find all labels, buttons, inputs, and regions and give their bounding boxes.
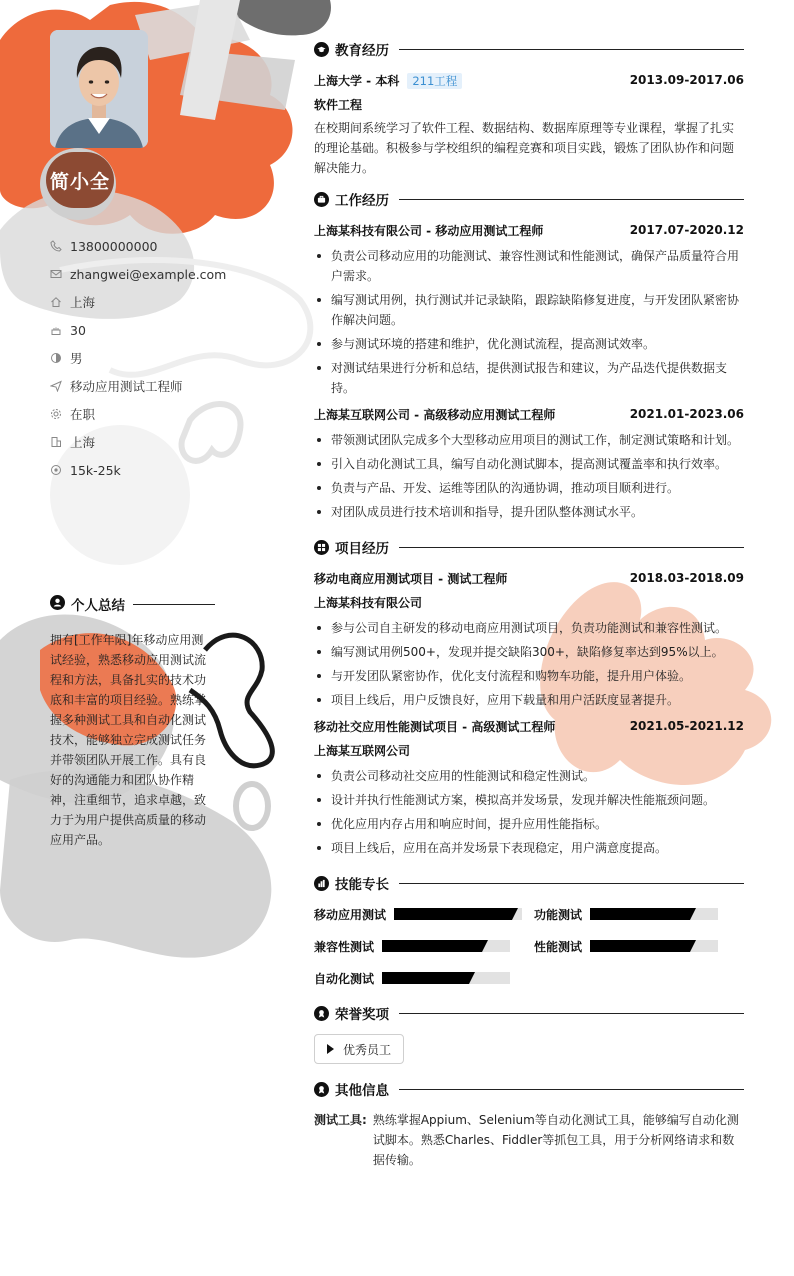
- bullet-item: 编写测试用例，执行测试并记录缺陷，跟踪缺陷修复进度，与开发团队紧密协作解决问题。: [314, 290, 744, 330]
- info-row-workplace: [50, 428, 226, 456]
- skill-name: 功能测试: [534, 907, 583, 922]
- status-text: 在职: [70, 407, 96, 422]
- info-row-salary: [50, 456, 226, 484]
- building-icon: [50, 436, 62, 448]
- info-row-position: [50, 372, 226, 400]
- bullet-item: 负责公司移动社交应用的性能测试和稳定性测试。: [314, 766, 744, 786]
- workplace-text: 上海: [70, 435, 96, 450]
- email-text: zhangwei@example.com: [70, 266, 227, 282]
- bullet-item: 对测试结果进行分析和总结，提供测试报告和建议，为产品迭代提供数据支持。: [314, 358, 744, 398]
- work-bullets: [314, 430, 744, 522]
- skill-name: 兼容性测试: [314, 939, 375, 954]
- education-major: 软件工程: [314, 97, 363, 112]
- avatar: [50, 30, 148, 148]
- bullet-item: 对团队成员进行技术培训和指导，提升团队整体测试水平。: [314, 502, 744, 522]
- project-bullets: [314, 618, 744, 710]
- skill-name: 自动化测试: [314, 971, 375, 986]
- work-item-header: [314, 404, 744, 424]
- awards-title: 荣誉奖项: [335, 1007, 389, 1023]
- award-icon: [314, 1082, 329, 1097]
- bullet-item: 项目上线后，用户反馈良好，应用下载量和用户活跃度显著提升。: [314, 690, 744, 710]
- skill-item: [314, 936, 534, 956]
- skill-item: [534, 904, 744, 924]
- projects-title: 项目经历: [335, 541, 389, 557]
- project-company: 上海某科技有限公司: [314, 595, 423, 610]
- education-title: 教育经历: [335, 43, 389, 59]
- city-text: 上海: [70, 295, 96, 310]
- skill-bar: [590, 940, 718, 952]
- info-row-age: [50, 316, 226, 344]
- play-icon: [327, 1044, 334, 1054]
- skill-bar-fill: [590, 908, 690, 920]
- skill-bar-fill: [382, 972, 469, 984]
- user-icon: [50, 595, 65, 614]
- project-item: [314, 568, 744, 710]
- other-header: [314, 1078, 744, 1100]
- education-school: 上海大学 - 本科: [314, 73, 400, 88]
- divider: [399, 1089, 744, 1090]
- divider: [133, 604, 215, 605]
- projects-header: [314, 536, 744, 558]
- bullet-item: 参与测试环境的搭建和维护，优化测试流程，提高测试效率。: [314, 334, 744, 354]
- divider: [399, 49, 744, 50]
- divider: [399, 547, 744, 548]
- bullet-item: 优化应用内存占用和响应时间，提升应用性能指标。: [314, 814, 744, 834]
- bullet-item: 引入自动化测试工具，编写自动化测试脚本，提高测试覆盖率和执行效率。: [314, 454, 744, 474]
- project-item-header: [314, 716, 744, 736]
- info-row-home: [50, 288, 226, 316]
- skill-bar-fill: [394, 908, 512, 920]
- skill-bar-fill: [590, 940, 690, 952]
- education-tag: 211工程: [407, 73, 462, 89]
- project-heading: 移动社交应用性能测试项目 - 高级测试工程师: [314, 719, 556, 734]
- info-list: [50, 232, 226, 484]
- skill-bar: [590, 908, 718, 920]
- skill-item: [314, 904, 534, 924]
- work-date: 2021.01-2023.06: [629, 407, 744, 421]
- work-bullets: [314, 246, 744, 398]
- skill-bar-fill: [382, 940, 482, 952]
- bullet-item: 与开发团队紧密协作，优化支付流程和购物车功能，提升用户体验。: [314, 666, 744, 686]
- info-row-gender: [50, 344, 226, 372]
- awards-header: [314, 1002, 744, 1024]
- other-title: 其他信息: [335, 1083, 389, 1099]
- summary-header: [50, 594, 215, 614]
- skill-name: 移动应用测试: [314, 907, 387, 922]
- skills-title: 技能专长: [335, 877, 389, 893]
- work-title: 工作经历: [335, 193, 389, 209]
- salary-text: 15k-25k: [70, 462, 121, 478]
- skill-item: [534, 936, 744, 956]
- project-item-header: [314, 568, 744, 588]
- grid-icon: [314, 540, 329, 555]
- education-row: [314, 70, 744, 90]
- summary-title: 个人总结: [71, 598, 125, 614]
- education-header: [314, 38, 744, 60]
- work-date: 2017.07-2020.12: [629, 223, 744, 237]
- work-item: [314, 404, 744, 522]
- skill-item: [314, 968, 534, 988]
- info-row-status: [50, 400, 226, 428]
- project-date: 2021.05-2021.12: [629, 719, 744, 733]
- age-text: 30: [70, 322, 86, 338]
- graduation-cap-icon: [314, 42, 329, 57]
- info-row-phone: [50, 232, 226, 260]
- bar-chart-icon: [314, 876, 329, 891]
- email-icon: [50, 268, 62, 280]
- gender-icon: [50, 352, 62, 364]
- award-name: 优秀员工: [343, 1042, 392, 1057]
- send-icon: [50, 380, 62, 392]
- position-text: 移动应用测试工程师: [70, 379, 183, 394]
- home-icon: [50, 296, 62, 308]
- award-icon: [314, 1006, 329, 1021]
- award-badge: [314, 1034, 404, 1064]
- divider: [399, 883, 744, 884]
- project-item: [314, 716, 744, 858]
- skill-bar: [382, 972, 510, 984]
- gender-text: 男: [70, 351, 83, 366]
- bullet-item: 带领测试团队完成多个大型移动应用项目的测试工作，制定测试策略和计划。: [314, 430, 744, 450]
- work-heading: 上海某科技有限公司 - 移动应用测试工程师: [314, 223, 544, 238]
- age-icon: [50, 324, 62, 336]
- education-desc: 在校期间系统学习了软件工程、数据结构、数据库原理等专业课程，掌握了扎实的理论基础。积极参与学校组织的编程竞赛和项目实践，锻炼了团队协作和问题解决能力。: [314, 121, 735, 175]
- info-row-email: [50, 260, 226, 288]
- other-info: [314, 1110, 744, 1170]
- work-item: [314, 220, 744, 398]
- avatar-face: [79, 58, 119, 106]
- project-date: 2018.03-2018.09: [629, 571, 744, 585]
- bullet-item: 项目上线后，应用在高并发场景下表现稳定，用户满意度提高。: [314, 838, 744, 858]
- salary-icon: [50, 464, 62, 476]
- project-company: 上海某互联网公司: [314, 743, 411, 758]
- phone-text: 13800000000: [70, 238, 158, 254]
- work-heading: 上海某互联网公司 - 高级移动应用测试工程师: [314, 407, 556, 422]
- other-text: 熟练掌握Appium、Selenium等自动化测试工具，能够编写自动化测试脚本。熟悉Charles、Fiddler等抓包工具，用于分析网络请求和数据传输。: [372, 1113, 739, 1167]
- skills-grid: [314, 904, 744, 988]
- divider: [399, 199, 744, 200]
- skills-header: [314, 872, 744, 894]
- project-bullets: [314, 766, 744, 858]
- work-header: [314, 188, 744, 210]
- other-label: 测试工具:: [314, 1113, 367, 1127]
- candidate-name: 简小全: [49, 170, 110, 193]
- project-heading: 移动电商应用测试项目 - 测试工程师: [314, 571, 508, 586]
- deco-gray-ring: [236, 784, 268, 828]
- work-item-header: [314, 220, 744, 240]
- bullet-item: 设计并执行性能测试方案，模拟高并发场景，发现并解决性能瓶颈问题。: [314, 790, 744, 810]
- skill-name: 性能测试: [534, 939, 583, 954]
- education-school-group: [314, 72, 462, 89]
- name-badge: [46, 152, 114, 208]
- skill-bar: [394, 908, 522, 920]
- briefcase-icon: [314, 192, 329, 207]
- skill-bar: [382, 940, 510, 952]
- bullet-item: 编写测试用例500+，发现并提交缺陷300+，缺陷修复率达到95%以上。: [314, 642, 744, 662]
- status-icon: [50, 408, 62, 420]
- phone-icon: [50, 240, 62, 252]
- summary-text: 拥有[工作年限]年移动应用测试经验，熟悉移动应用测试流程和方法，具备扎实的技术功底和丰富的项目经验。熟练掌握多种测试工具和自动化测试技术，能够独立完成测试任务并带领团队开展工作。具有良好的沟通能力和团队协作精神，注重细节，追求卓越，致力于为用户提供高质量的移动应用产品。: [50, 633, 207, 847]
- bullet-item: 负责公司移动应用的功能测试、兼容性测试和性能测试，确保产品质量符合用户需求。: [314, 246, 744, 286]
- divider: [399, 1013, 744, 1014]
- bullet-item: 参与公司自主研发的移动电商应用测试项目，负责功能测试和兼容性测试。: [314, 618, 744, 638]
- bullet-item: 负责与产品、开发、运维等团队的沟通协调，推动项目顺利进行。: [314, 478, 744, 498]
- education-date: 2013.09-2017.06: [629, 73, 744, 87]
- main-column: [314, 38, 744, 1170]
